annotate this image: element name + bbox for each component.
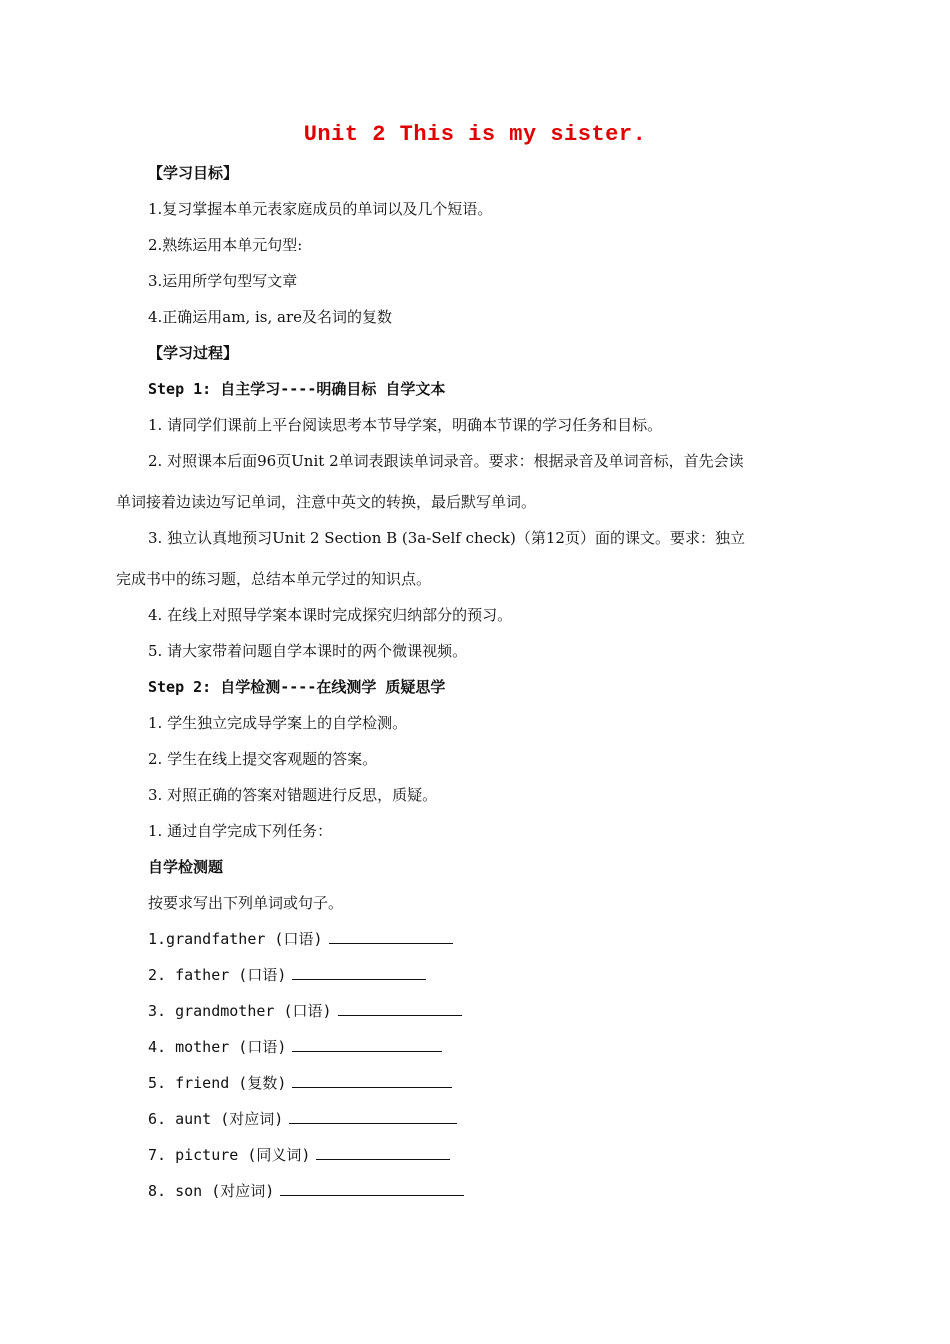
step1-item-5: 5. 请大家带着问题自学本课时的两个微课视频。 bbox=[148, 642, 468, 660]
answer-blank[interactable] bbox=[292, 1073, 452, 1088]
answer-blank[interactable] bbox=[316, 1145, 450, 1160]
answer-blank[interactable] bbox=[289, 1109, 457, 1124]
question-label: 1.grandfather (口语) bbox=[148, 930, 323, 948]
document-title: Unit 2 This is my sister. bbox=[303, 122, 647, 147]
step1-item-3-cont: 完成书中的练习题，总结本单元学过的知识点。 bbox=[116, 570, 432, 588]
question-label: 2. father (口语) bbox=[148, 966, 287, 984]
process-heading: 【学习过程】 bbox=[148, 344, 239, 362]
step2-item-4: 1. 通过自学完成下列任务： bbox=[148, 822, 333, 840]
question-7 bbox=[148, 1145, 450, 1165]
question-5 bbox=[148, 1073, 452, 1093]
goals-heading: 【学习目标】 bbox=[148, 164, 239, 182]
question-6 bbox=[148, 1109, 457, 1129]
question-4 bbox=[148, 1037, 442, 1057]
step1-item-3: 3. 独立认真地预习Unit 2 Section B (3a-Self check)（第12页）面的课文。要求：独立 bbox=[148, 529, 745, 547]
answer-blank[interactable] bbox=[338, 1001, 462, 1016]
answer-blank[interactable] bbox=[329, 929, 453, 944]
step1-item-2: 2. 对照课本后面96页Unit 2单词表跟读单词录音。要求：根据录音及单词音标，首先会读 bbox=[148, 452, 744, 470]
question-8 bbox=[148, 1181, 464, 1201]
question-1 bbox=[148, 929, 453, 949]
question-label: 8. son (对应词) bbox=[148, 1182, 275, 1200]
question-label: 3. grandmother (口语) bbox=[148, 1002, 332, 1020]
answer-blank[interactable] bbox=[280, 1181, 464, 1196]
step1-title: Step 1: 自主学习----明确目标 自学文本 bbox=[148, 380, 446, 398]
question-label: 4. mother (口语) bbox=[148, 1038, 287, 1056]
step1-item-1: 1. 请同学们课前上平台阅读思考本节导学案，明确本节课的学习任务和目标。 bbox=[148, 416, 663, 434]
question-2 bbox=[148, 965, 426, 985]
question-label: 5. friend (复数) bbox=[148, 1074, 287, 1092]
goal-item-1: 1.复习掌握本单元表家庭成员的单词以及几个短语。 bbox=[148, 200, 493, 218]
self-test-instruction: 按要求写出下列单词或句子。 bbox=[148, 894, 344, 912]
step2-item-3: 3. 对照正确的答案对错题进行反思，质疑。 bbox=[148, 786, 438, 804]
goal-item-3: 3.运用所学句型写文章 bbox=[148, 272, 298, 290]
step1-item-4: 4. 在线上对照导学案本课时完成探究归纳部分的预习。 bbox=[148, 606, 513, 624]
answer-blank[interactable] bbox=[292, 1037, 442, 1052]
step2-item-2: 2. 学生在线上提交客观题的答案。 bbox=[148, 750, 378, 768]
step2-title: Step 2: 自学检测----在线测学 质疑思学 bbox=[148, 678, 446, 696]
question-3 bbox=[148, 1001, 462, 1021]
goal-item-4: 4.正确运用am, is, are及名词的复数 bbox=[148, 308, 393, 326]
step1-item-2-cont: 单词接着边读边写记单词，注意中英文的转换，最后默写单词。 bbox=[116, 493, 537, 511]
question-label: 7. picture (同义词) bbox=[148, 1146, 311, 1164]
question-label: 6. aunt (对应词) bbox=[148, 1110, 284, 1128]
goal-item-2: 2.熟练运用本单元句型: bbox=[148, 236, 303, 254]
answer-blank[interactable] bbox=[292, 965, 426, 980]
step2-item-1: 1. 学生独立完成导学案上的自学检测。 bbox=[148, 714, 408, 732]
self-test-heading: 自学检测题 bbox=[148, 858, 224, 876]
